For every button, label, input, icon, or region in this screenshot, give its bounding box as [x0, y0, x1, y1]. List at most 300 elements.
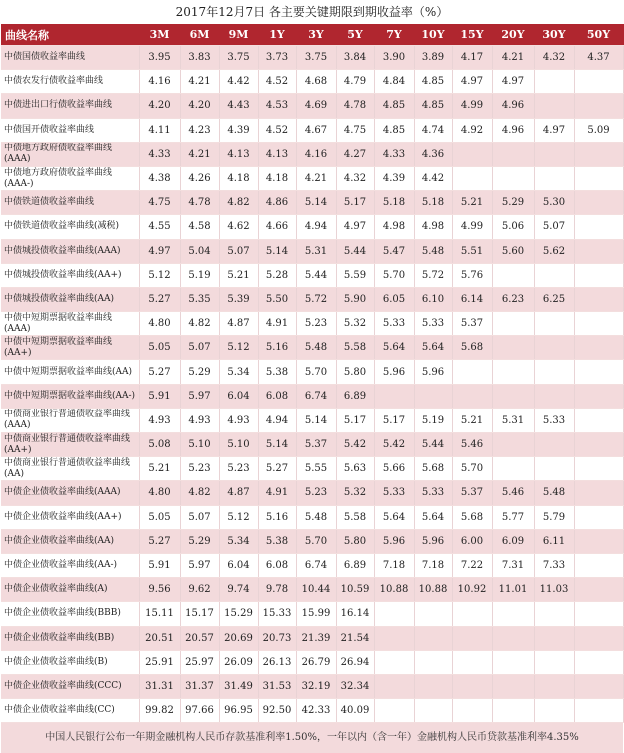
yield-cell: 5.70	[296, 360, 336, 384]
yield-cell: 4.32	[534, 46, 574, 70]
yield-cell: 6.89	[336, 384, 374, 408]
yield-cell: 4.52	[258, 70, 296, 94]
curve-name-cell: 中债国债收益率曲线	[1, 46, 139, 70]
yield-cell: 5.46	[492, 481, 534, 505]
yield-cell: 3.75	[296, 46, 336, 70]
yield-cell: 4.66	[258, 215, 296, 239]
yield-cell: 4.33	[374, 142, 414, 166]
yield-cell: 5.23	[296, 481, 336, 505]
yield-cell: 4.98	[414, 215, 452, 239]
yield-cell: 4.20	[139, 94, 180, 118]
curve-name-cell: 中债国开债收益率曲线	[1, 118, 139, 142]
yield-cell: 4.52	[258, 118, 296, 142]
table-row	[1, 578, 623, 602]
curve-name-cell: 中债城投债收益率曲线(AA+)	[1, 263, 139, 287]
yield-cell: 5.12	[139, 263, 180, 287]
yield-cell: 5.17	[336, 408, 374, 432]
yield-cell: 4.38	[139, 166, 180, 190]
yield-cell: 6.10	[414, 287, 452, 311]
curve-name-cell: 中债铁道债收益率曲线	[1, 191, 139, 215]
table-row	[1, 142, 623, 166]
yield-cell: 5.33	[374, 312, 414, 336]
yield-cell: 4.32	[336, 166, 374, 190]
yield-cell	[574, 529, 623, 553]
yield-cell	[534, 650, 574, 674]
curve-name-cell: 中债农发行债收益率曲线	[1, 70, 139, 94]
yield-cell: 5.68	[452, 336, 492, 360]
table-row	[1, 433, 623, 457]
yield-cell: 4.39	[219, 118, 258, 142]
yield-cell: 5.58	[336, 336, 374, 360]
yield-cell	[492, 457, 534, 481]
yield-cell: 5.07	[180, 336, 219, 360]
yield-cell: 5.70	[374, 263, 414, 287]
yield-cell	[574, 360, 623, 384]
column-header-7Y: 7Y	[374, 24, 414, 46]
yield-cell: 5.14	[258, 239, 296, 263]
yield-cell: 5.30	[534, 191, 574, 215]
yield-cell: 4.68	[296, 70, 336, 94]
yield-cell: 11.03	[534, 578, 574, 602]
yield-cell: 4.33	[139, 142, 180, 166]
yield-cell: 3.75	[219, 46, 258, 70]
yield-cell	[492, 263, 534, 287]
table-body	[1, 46, 623, 723]
yield-cell: 5.48	[296, 336, 336, 360]
yield-cell: 31.53	[258, 674, 296, 698]
yield-cell	[534, 602, 574, 626]
column-header-10Y: 10Y	[414, 24, 452, 46]
yield-cell: 5.34	[219, 529, 258, 553]
table-row	[1, 336, 623, 360]
curve-name-cell: 中债企业债收益率曲线(BBB)	[1, 602, 139, 626]
table-row	[1, 626, 623, 650]
table-row	[1, 650, 623, 674]
yield-cell: 4.92	[452, 118, 492, 142]
table-row	[1, 46, 623, 70]
yield-cell: 4.94	[296, 215, 336, 239]
curve-name-cell: 中债城投债收益率曲线(AA)	[1, 287, 139, 311]
yield-cell: 4.53	[258, 94, 296, 118]
curve-name-cell: 中债企业债收益率曲线(CC)	[1, 699, 139, 723]
yield-cell: 4.21	[296, 166, 336, 190]
yield-cell: 4.42	[219, 70, 258, 94]
yield-cell: 4.99	[452, 215, 492, 239]
yield-cell: 5.42	[374, 433, 414, 457]
yield-cell: 5.70	[452, 457, 492, 481]
yield-cell	[492, 312, 534, 336]
yield-cell: 5.51	[452, 239, 492, 263]
yield-cell: 5.33	[534, 408, 574, 432]
yield-cell	[534, 312, 574, 336]
yield-cell: 5.64	[414, 336, 452, 360]
table-row	[1, 191, 623, 215]
yield-cell: 4.23	[180, 118, 219, 142]
yield-cell: 5.44	[414, 433, 452, 457]
column-header-name: 曲线名称	[1, 24, 139, 46]
column-header-1Y: 1Y	[258, 24, 296, 46]
yield-cell: 4.13	[219, 142, 258, 166]
yield-cell	[452, 650, 492, 674]
yield-cell: 5.97	[180, 384, 219, 408]
yield-cell	[414, 699, 452, 723]
yield-cell: 42.33	[296, 699, 336, 723]
yield-cell: 5.96	[414, 360, 452, 384]
table-row	[1, 94, 623, 118]
yield-cell	[534, 699, 574, 723]
yield-cell: 6.74	[296, 553, 336, 577]
column-header-3M: 3M	[139, 24, 180, 46]
yield-cell	[452, 626, 492, 650]
curve-name-cell: 中债企业债收益率曲线(AAA)	[1, 481, 139, 505]
yield-cell: 4.37	[574, 46, 623, 70]
yield-cell: 4.39	[374, 166, 414, 190]
yield-cell: 7.31	[492, 553, 534, 577]
yield-cell	[574, 699, 623, 723]
yield-cell: 10.44	[296, 578, 336, 602]
table-row	[1, 553, 623, 577]
yield-cell: 4.36	[414, 142, 452, 166]
yield-cell: 4.80	[139, 481, 180, 505]
yield-cell: 4.17	[452, 46, 492, 70]
yield-cell: 9.56	[139, 578, 180, 602]
column-header-15Y: 15Y	[452, 24, 492, 46]
yield-cell: 6.14	[452, 287, 492, 311]
yield-cell	[374, 674, 414, 698]
yield-cell	[574, 215, 623, 239]
yield-cell: 4.97	[492, 70, 534, 94]
yield-cell: 5.29	[492, 191, 534, 215]
yield-cell: 11.01	[492, 578, 534, 602]
yield-cell	[414, 602, 452, 626]
yield-cell	[374, 384, 414, 408]
yield-cell	[574, 263, 623, 287]
curve-name-cell: 中债商业银行普通债收益率曲线(AAA)	[1, 408, 139, 432]
column-header-5Y: 5Y	[336, 24, 374, 46]
yield-cell: 10.59	[336, 578, 374, 602]
yield-cell: 5.64	[414, 505, 452, 529]
yield-cell	[452, 360, 492, 384]
curve-name-cell: 中债企业债收益率曲线(B)	[1, 650, 139, 674]
yield-cell: 5.06	[492, 215, 534, 239]
yield-cell: 15.17	[180, 602, 219, 626]
curve-name-cell: 中债企业债收益率曲线(AA)	[1, 529, 139, 553]
yield-cell	[492, 699, 534, 723]
yield-cell: 5.10	[180, 433, 219, 457]
yield-cell: 7.33	[534, 553, 574, 577]
curve-name-cell: 中债企业债收益率曲线(AA-)	[1, 553, 139, 577]
yield-cell: 5.80	[336, 360, 374, 384]
yield-cell: 4.93	[180, 408, 219, 432]
yield-cell	[574, 578, 623, 602]
yield-cell: 5.33	[374, 481, 414, 505]
yield-cell	[534, 94, 574, 118]
table-row	[1, 457, 623, 481]
yield-cell	[374, 626, 414, 650]
yield-cell: 5.33	[414, 312, 452, 336]
yield-cell: 6.08	[258, 384, 296, 408]
yield-cell: 7.22	[452, 553, 492, 577]
table-row	[1, 408, 623, 432]
curve-name-cell: 中债地方政府债收益率曲线(AAA-)	[1, 166, 139, 190]
yield-cell: 5.55	[296, 457, 336, 481]
yield-cell: 3.84	[336, 46, 374, 70]
yield-cell: 9.74	[219, 578, 258, 602]
yield-cell: 20.73	[258, 626, 296, 650]
yield-cell	[534, 433, 574, 457]
curve-name-cell: 中债城投债收益率曲线(AAA)	[1, 239, 139, 263]
yield-cell: 4.96	[492, 94, 534, 118]
yield-cell: 5.31	[492, 408, 534, 432]
yield-cell: 5.31	[296, 239, 336, 263]
table-row	[1, 360, 623, 384]
yield-cell	[374, 602, 414, 626]
yield-cell	[574, 70, 623, 94]
yield-cell: 5.39	[219, 287, 258, 311]
table-title: 2017年12月7日 各主要关键期限到期收益率（%）	[1, 0, 623, 24]
yield-cell: 4.98	[374, 215, 414, 239]
yield-cell: 5.04	[180, 239, 219, 263]
yield-cell: 5.17	[336, 191, 374, 215]
yield-cell	[574, 481, 623, 505]
yield-cell: 9.78	[258, 578, 296, 602]
yield-cell	[374, 699, 414, 723]
curve-name-cell: 中债企业债收益率曲线(CCC)	[1, 674, 139, 698]
yield-cell: 5.12	[219, 336, 258, 360]
yield-cell: 97.66	[180, 699, 219, 723]
yield-cell: 4.91	[258, 312, 296, 336]
yield-cell	[414, 650, 452, 674]
yield-cell: 96.95	[219, 699, 258, 723]
yield-cell: 4.16	[139, 70, 180, 94]
yield-cell	[574, 166, 623, 190]
yield-cell: 5.07	[534, 215, 574, 239]
yield-cell: 5.23	[180, 457, 219, 481]
yield-cell: 5.32	[336, 481, 374, 505]
yield-cell: 4.42	[414, 166, 452, 190]
yield-cell: 5.28	[258, 263, 296, 287]
yield-cell: 4.67	[296, 118, 336, 142]
yield-cell: 5.47	[374, 239, 414, 263]
yield-cell: 5.64	[374, 336, 414, 360]
yield-cell	[574, 336, 623, 360]
yield-cell	[414, 384, 452, 408]
yield-cell	[574, 384, 623, 408]
yield-cell: 6.89	[336, 553, 374, 577]
yield-cell: 31.37	[180, 674, 219, 698]
yield-cell: 4.97	[139, 239, 180, 263]
yield-cell: 5.48	[414, 239, 452, 263]
curve-name-cell: 中债企业债收益率曲线(AA+)	[1, 505, 139, 529]
yield-cell	[534, 70, 574, 94]
yield-cell	[492, 142, 534, 166]
yield-cell: 5.16	[258, 505, 296, 529]
yield-cell	[452, 602, 492, 626]
yield-cell: 4.87	[219, 481, 258, 505]
yield-cell: 3.83	[180, 46, 219, 70]
table-row	[1, 674, 623, 698]
yield-cell: 5.21	[139, 457, 180, 481]
yield-cell: 6.05	[374, 287, 414, 311]
yield-cell: 4.78	[180, 191, 219, 215]
yield-cell: 5.96	[374, 360, 414, 384]
table-row	[1, 505, 623, 529]
yield-cell	[492, 384, 534, 408]
yield-cell: 26.13	[258, 650, 296, 674]
yield-cell: 5.60	[492, 239, 534, 263]
yield-cell	[574, 505, 623, 529]
curve-name-cell: 中债地方政府债收益率曲线(AAA)	[1, 142, 139, 166]
yield-cell: 10.88	[414, 578, 452, 602]
yield-cell: 5.21	[452, 191, 492, 215]
yield-cell: 4.16	[296, 142, 336, 166]
yield-cell: 4.26	[180, 166, 219, 190]
yield-cell: 6.09	[492, 529, 534, 553]
yield-cell: 31.49	[219, 674, 258, 698]
yield-cell: 4.18	[219, 166, 258, 190]
yield-cell: 5.37	[452, 481, 492, 505]
yield-cell: 21.54	[336, 626, 374, 650]
yield-cell	[414, 626, 452, 650]
yield-cell: 3.73	[258, 46, 296, 70]
yield-cell: 4.96	[492, 118, 534, 142]
table-row	[1, 263, 623, 287]
yield-cell: 20.69	[219, 626, 258, 650]
yield-cell: 4.75	[139, 191, 180, 215]
yield-cell: 5.63	[336, 457, 374, 481]
yield-cell: 5.19	[414, 408, 452, 432]
yield-cell: 25.91	[139, 650, 180, 674]
yield-cell: 5.34	[219, 360, 258, 384]
curve-name-cell: 中债进出口行债收益率曲线	[1, 94, 139, 118]
table-row	[1, 312, 623, 336]
yield-cell	[534, 674, 574, 698]
yield-cell: 4.91	[258, 481, 296, 505]
curve-name-cell: 中债企业债收益率曲线(BB)	[1, 626, 139, 650]
yield-cell	[574, 650, 623, 674]
yield-cell: 26.94	[336, 650, 374, 674]
curve-name-cell: 中债商业银行普通债收益率曲线(AA+)	[1, 433, 139, 457]
column-header-9M: 9M	[219, 24, 258, 46]
yield-cell: 4.78	[336, 94, 374, 118]
yield-cell: 5.66	[374, 457, 414, 481]
yield-cell: 4.94	[258, 408, 296, 432]
yield-cell: 6.74	[296, 384, 336, 408]
yield-cell: 6.04	[219, 553, 258, 577]
yield-cell: 4.69	[296, 94, 336, 118]
footer-note: 中国人民银行公布一年期金融机构人民币存款基准利率1.50%，一年以内（含一年）金融机构人民币贷款基准利率4.35%	[1, 723, 623, 753]
yield-cell	[574, 674, 623, 698]
yield-cell	[492, 433, 534, 457]
yield-cell: 4.85	[374, 94, 414, 118]
yield-cell: 5.07	[180, 505, 219, 529]
yield-cell	[492, 360, 534, 384]
yield-cell: 4.85	[374, 118, 414, 142]
yield-cell: 4.43	[219, 94, 258, 118]
yield-cell: 5.96	[374, 529, 414, 553]
yield-cell: 5.08	[139, 433, 180, 457]
yield-cell	[534, 336, 574, 360]
yield-cell: 5.72	[414, 263, 452, 287]
yield-cell	[574, 312, 623, 336]
yield-cell: 21.39	[296, 626, 336, 650]
curve-name-cell: 中债商业银行普通债收益率曲线(AA)	[1, 457, 139, 481]
curve-name-cell: 中债中短期票据收益率曲线(AA+)	[1, 336, 139, 360]
yield-cell: 5.38	[258, 360, 296, 384]
yield-cell: 5.27	[139, 360, 180, 384]
yield-cell: 4.82	[180, 481, 219, 505]
yield-cell: 10.92	[452, 578, 492, 602]
yield-cell: 4.93	[139, 408, 180, 432]
yield-cell: 5.29	[180, 529, 219, 553]
yield-cell: 6.23	[492, 287, 534, 311]
yield-cell: 5.76	[452, 263, 492, 287]
yield-cell: 4.58	[180, 215, 219, 239]
yield-cell: 4.82	[219, 191, 258, 215]
yield-cell: 5.80	[336, 529, 374, 553]
yield-cell: 5.38	[258, 529, 296, 553]
curve-name-cell: 中债企业债收益率曲线(A)	[1, 578, 139, 602]
yield-cell: 4.62	[219, 215, 258, 239]
yield-cell: 4.13	[258, 142, 296, 166]
yield-cell: 5.68	[414, 457, 452, 481]
yield-cell: 5.79	[534, 505, 574, 529]
yield-cell: 5.21	[219, 263, 258, 287]
yield-cell	[492, 674, 534, 698]
yield-cell	[534, 142, 574, 166]
yield-cell: 40.09	[336, 699, 374, 723]
column-header-20Y: 20Y	[492, 24, 534, 46]
yield-cell: 6.04	[219, 384, 258, 408]
table-row	[1, 215, 623, 239]
yield-cell: 6.11	[534, 529, 574, 553]
yield-cell: 5.90	[336, 287, 374, 311]
yield-cell: 16.14	[336, 602, 374, 626]
yield-cell: 5.27	[139, 529, 180, 553]
yield-cell: 5.16	[258, 336, 296, 360]
yield-cell: 4.97	[336, 215, 374, 239]
yield-cell: 5.09	[574, 118, 623, 142]
yield-cell: 20.57	[180, 626, 219, 650]
yield-cell	[492, 166, 534, 190]
yield-cell: 5.97	[180, 553, 219, 577]
yield-cell: 5.42	[336, 433, 374, 457]
curve-name-cell: 中债中短期票据收益率曲线(AA-)	[1, 384, 139, 408]
yield-cell	[452, 166, 492, 190]
yield-cell: 5.77	[492, 505, 534, 529]
yield-cell: 5.19	[180, 263, 219, 287]
yield-cell	[492, 626, 534, 650]
table-row	[1, 384, 623, 408]
yield-cell: 4.55	[139, 215, 180, 239]
yield-cell: 5.10	[219, 433, 258, 457]
table-row	[1, 239, 623, 263]
yield-cell: 4.79	[336, 70, 374, 94]
yield-cell: 4.86	[258, 191, 296, 215]
yield-cell	[452, 142, 492, 166]
yield-cell: 4.80	[139, 312, 180, 336]
yield-cell: 3.95	[139, 46, 180, 70]
yield-cell: 5.18	[374, 191, 414, 215]
yield-cell	[574, 457, 623, 481]
yield-cell: 4.11	[139, 118, 180, 142]
yield-cell: 26.09	[219, 650, 258, 674]
yield-cell: 5.91	[139, 553, 180, 577]
yield-cell: 4.20	[180, 94, 219, 118]
yield-cell: 26.79	[296, 650, 336, 674]
yield-table	[1, 24, 624, 723]
table-row	[1, 529, 623, 553]
